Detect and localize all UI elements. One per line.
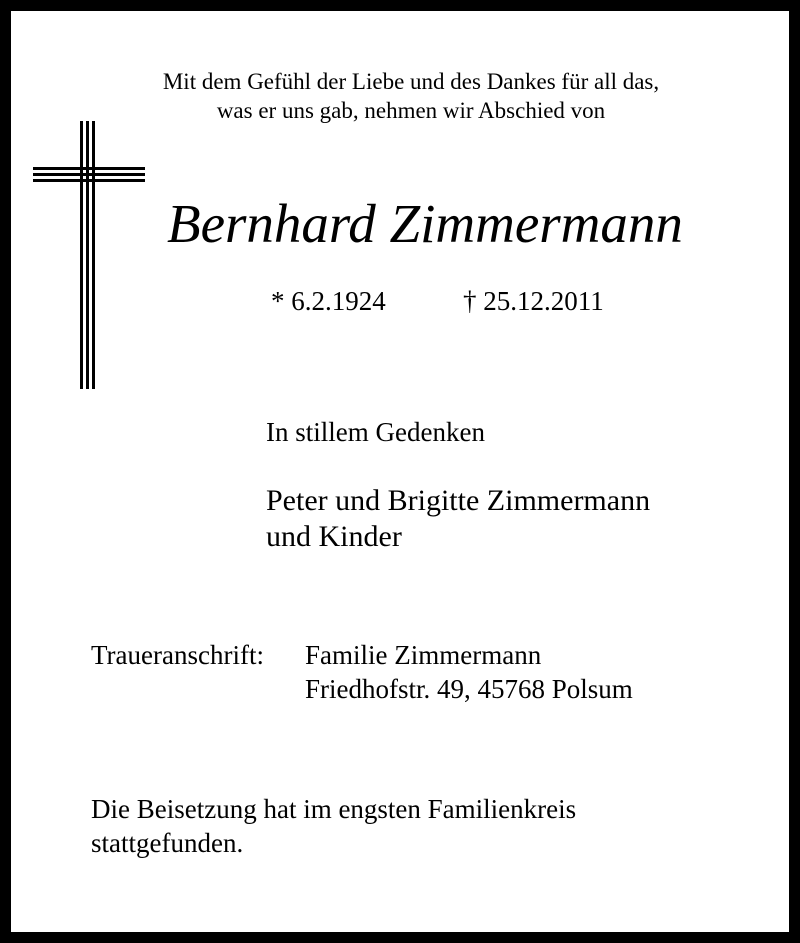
death-date: † 25.12.2011 xyxy=(463,286,604,316)
funeral-note xyxy=(91,792,576,860)
intro-line-1: Mit dem Gefühl der Liebe und des Dankes für all das, xyxy=(162,69,660,94)
address-line-1: Familie Zimmermann xyxy=(305,640,542,670)
mourners-line-1: Peter und Brigitte Zimmermann xyxy=(266,484,651,517)
mourners xyxy=(266,483,650,555)
funeral-line-1: Die Beisetzung hat im engsten Familienkreis xyxy=(91,794,577,824)
deceased-name: Bernhard Zimmermann xyxy=(167,193,683,254)
funeral-line-2: stattgefunden. xyxy=(91,828,244,858)
mourning-address xyxy=(91,638,633,706)
address-label: Traueranschrift: xyxy=(91,640,264,670)
birth-date: * 6.2.1924 xyxy=(271,286,386,316)
mourners-line-2: und Kinder xyxy=(266,520,402,553)
cross-icon xyxy=(31,121,147,391)
memorial-phrase: In stillem Gedenken xyxy=(266,417,485,447)
address-line-2: Friedhofstr. 49, 45768 Polsum xyxy=(305,674,633,704)
intro-line-2: was er uns gab, nehmen wir Abschied von xyxy=(216,98,606,123)
intro-text xyxy=(51,67,771,125)
